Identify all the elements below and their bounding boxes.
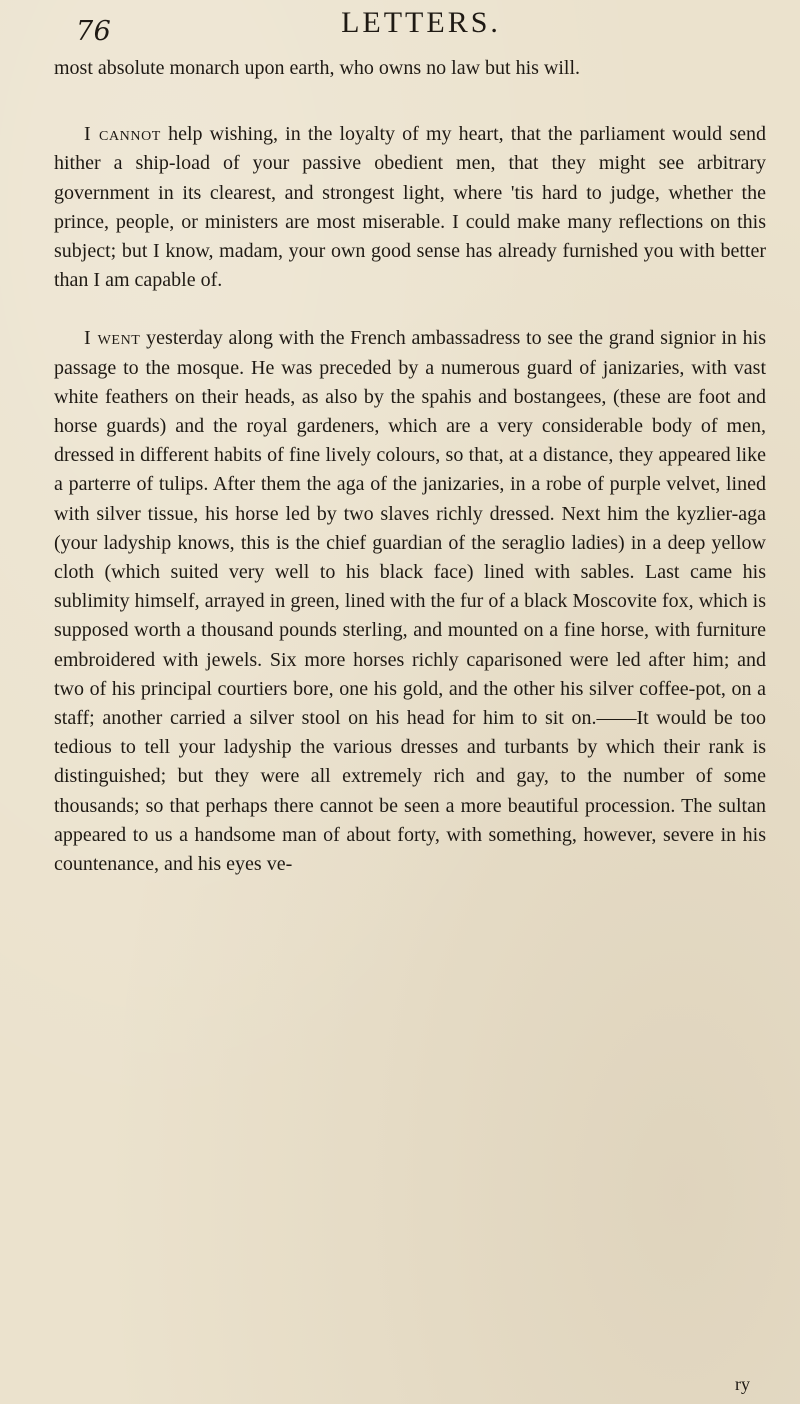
running-head: LETTERS.	[341, 6, 501, 39]
page-number: 76	[76, 16, 112, 47]
paragraph-text: most absolute monarch upon earth, who owns no law but his will.	[54, 57, 581, 79]
paragraph-text: help wishing, in the loyalty of my heart, that the parliament would send hither a ship-load of your passive obedient men, that they might see arbitrary government in its clearest, and strongest light, where 'tis hard to judge, whether the prince, people, or ministers are most miserable. I could make many reflections on this subject; but I know, madam, your own good sense has already furnished you with better than I am capable of.	[54, 123, 766, 292]
page-header	[76, 4, 766, 48]
catchword: ry	[735, 1374, 750, 1394]
paragraph-opening: I went	[84, 327, 141, 350]
body-text	[54, 54, 766, 879]
paragraph-continuation	[54, 54, 766, 83]
paragraph-procession	[54, 324, 766, 879]
paragraph-text: yesterday along with the French ambassadress to see the grand signior in his passage to the mosque. He was preceded by a numerous guard of janizaries, with vast white feathers on their heads, as also by the spahis and bostangees, (these are foot and horse guards) and the royal gardeners, which are a very considerable body of men, dressed in different habits of fine lively colours, so that, at a distance, they appeared like a parterre of tulips. After them the aga of the janizaries, in a robe of purple velvet, lined with silver tissue, his horse led by two slaves richly dressed. Next him the kyzlier-aga (your ladyship knows, this is the chief guardian of the seraglio ladies) in a deep yellow cloth (which suited very well to his black face) lined with sables. Last came his sublimity himself, arrayed in green, lined with the fur of a black Moscovite fox, which is supposed worth a thousand pounds sterling, and mounted on a fine horse, with furniture embroidered with jewels. Six more horses richly caparisoned were led after him; and two of his principal courtiers bore, one his gold, and the other his silver coffee-pot, on a staff; another carried a silver stool on his head for him to sit on.——It would be too tedious to tell your ladyship the various dresses and turbants by which their rank is distinguished; but they were all extremely rich and gay, to the number of some thousands; so that perhaps there cannot be seen a more beautiful procession. The sultan appeared to us a handsome man of about forty, with something, however, severe in his countenance, and his eyes ve-	[54, 327, 766, 876]
paragraph-opening: I cannot	[84, 123, 161, 146]
paragraph-parliament	[54, 120, 766, 295]
